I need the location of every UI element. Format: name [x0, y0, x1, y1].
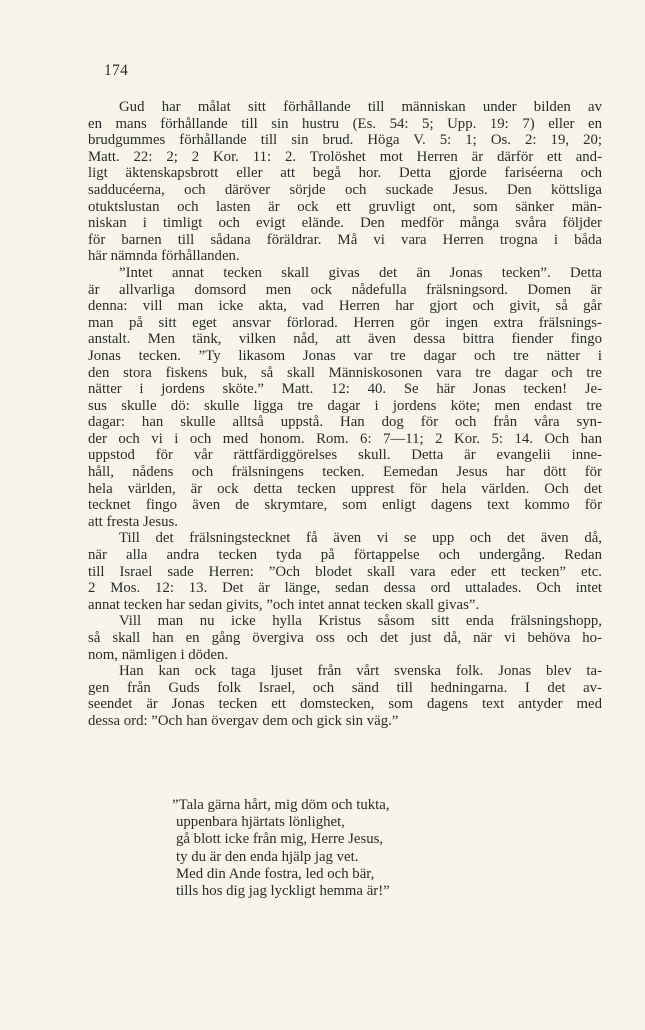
text-line: dagar: han skulle alltså uppstå. Han dog för och från våra syn-	[88, 414, 602, 431]
text-line: är allvarliga domsord men ock nådefulla frälsningsord. Domen är	[88, 281, 602, 298]
text-line: den stora fiskens buk, så skall Människosonen vara tre dagar och tre	[88, 364, 602, 381]
paragraph	[88, 613, 602, 663]
text-line: Vill man nu icke hylla Kristus såsom sitt enda frälsningshopp,	[119, 613, 602, 630]
text-line: gen från Guds folk Israel, och sänd till hedningarna. I det av-	[88, 679, 602, 696]
text-line: der och vi i och med honom. Rom. 6: 7—11; 2 Kor. 5: 14. Och han	[88, 430, 602, 447]
verse-line: tills hos dig jag lyckligt hemma är!”	[176, 883, 390, 900]
text-line: håll, nådens och frälsningens tecken. Eemedan Jesus har dött för	[88, 464, 602, 481]
text-line: anstalt. Men tänk, vilken nåd, att även dessa bittra fiender fingo	[88, 331, 602, 348]
text-line: hela världen, är ock detta tecken upprest för hela världen. Och det	[88, 480, 602, 497]
text-line: seendet är Jonas tecken ett domstecken, som dagens text antyder med	[88, 696, 602, 713]
text-line: Gud har målat sitt förhållande till människan under bilden av	[119, 99, 602, 115]
text-line: en mans förhållande till sin hustru (Es. 54: 5; Upp. 19: 7) eller en	[88, 115, 602, 132]
paragraph	[88, 663, 602, 729]
text-line: man på sitt eget ansvar förlorad. Herren gör ingen extra frälsnings-	[88, 314, 602, 331]
text-line: uppstod för vår rättfärdiggörelses skull. Detta är evangelii inne-	[88, 447, 602, 464]
text-line: för barnen till sådana föräldrar. Må vi vara Herren trogna i båda	[88, 231, 602, 248]
text-line: nom, nämligen i döden.	[88, 646, 229, 663]
text-line: så skall han en gång övergiva oss och det just då, när vi behöva ho-	[88, 630, 602, 646]
text-line: nätter i jordens sköte.” Matt. 12: 40. Se här Jonas tecken! Je-	[88, 381, 602, 398]
paragraph	[88, 99, 602, 265]
text-line: niskan i timligt och evigt elände. Den medför många svåra följder	[88, 215, 602, 232]
text-line: här nämnda förhållanden.	[88, 248, 240, 265]
text-line: att fresta Jesus.	[88, 513, 178, 530]
text-line: otuktslustan och lasten är ock ett gruvligt ont, som sänker män-	[88, 198, 602, 215]
text-line: annat tecken har sedan givits, ”och intet annat tecken skall givas”.	[88, 596, 480, 613]
text-line: Matt. 22: 2; 2 Kor. 11: 2. Trolöshet mot Herren är därför ett and-	[88, 148, 602, 165]
text-line: tecknet fingo även de skrymtare, som enligt dagens text kommo för	[88, 497, 602, 514]
text-line: Till det frälsningstecknet få även vi se upp och det även då,	[119, 530, 602, 547]
text-line: när alla andra tecken tyda på förtappelse och undergång. Redan	[88, 547, 602, 564]
text-line: dessa ord: ”Och han övergav dem och gick sin väg.”	[88, 712, 399, 729]
verse-line: uppenbara hjärtats lönlighet,	[176, 814, 345, 831]
verse-line: gå blott icke från mig, Herre Jesus,	[176, 831, 384, 848]
text-line: ligt äktenskapsbrott eller att begå hor. Detta gjorde fariséerna och	[88, 165, 602, 182]
text-line: sadducéerna, och däröver sörjde och suckade Jesus. Den köttsliga	[88, 181, 602, 198]
verse-line: ty du är den enda hjälp jag vet.	[176, 848, 359, 865]
paragraph	[88, 530, 602, 613]
body-text	[88, 99, 602, 730]
text-line: Han kan ock taga ljuset från vårt svenska folk. Jonas blev ta-	[119, 663, 602, 680]
text-line: brudgummes förhållande till sin brud. Höga V. 5: 1; Os. 2: 19, 20;	[88, 132, 602, 149]
paragraph	[88, 265, 602, 531]
text-line: sus skulle dö: skulle ligga tre dagar i jordens köte; men endast tre	[88, 397, 602, 414]
hymn-verse	[172, 797, 390, 900]
verse-line: Med din Ande fostra, led och bär,	[176, 865, 375, 882]
text-line: Jonas tecken. ”Ty likasom Jonas var tre dagar och tre nätter i	[88, 347, 602, 364]
text-line: 2 Mos. 12: 13. Det är länge, sedan dessa ord uttalades. Och intet	[88, 580, 602, 597]
text-line: till Israel sade Herren: ”Och blodet skall vara eder ett tecken” etc.	[88, 563, 602, 580]
text-line: ”Intet annat tecken skall givas det än Jonas tecken”. Detta	[119, 264, 602, 281]
page-number: 174	[104, 62, 129, 79]
text-line: denna: vill man icke akta, vad Herren har gjort och givit, så går	[88, 298, 602, 315]
verse-line: ”Tala gärna hårt, mig döm och tukta,	[172, 797, 390, 813]
